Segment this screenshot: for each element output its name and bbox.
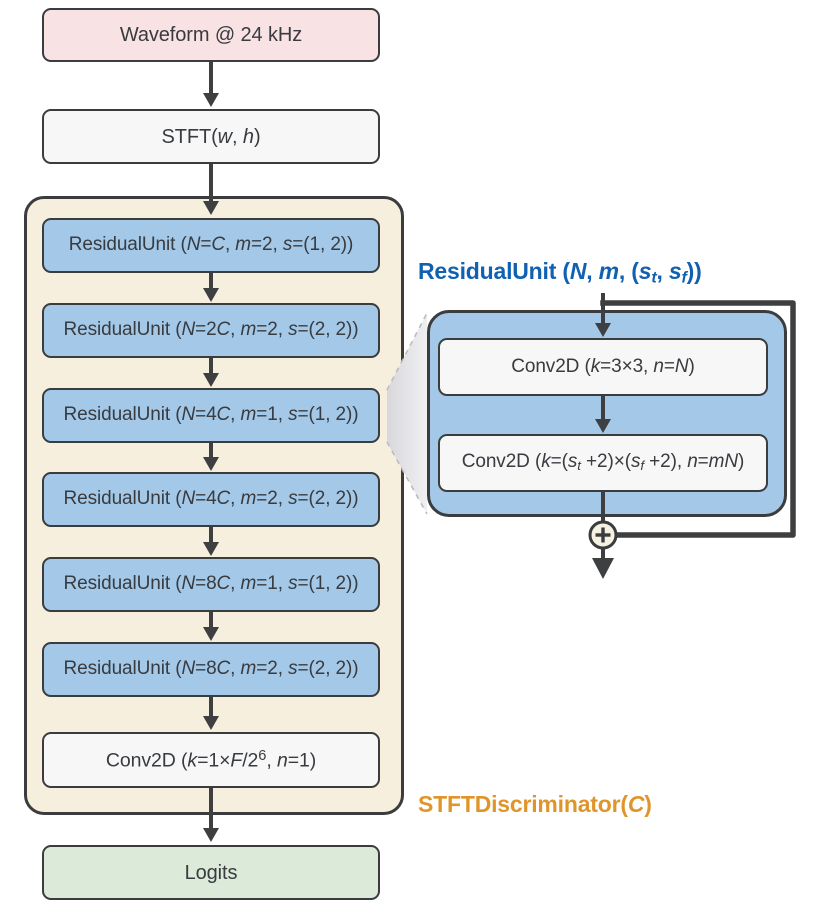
detail-conv2d-label-1: Conv2D (k=3×3, n=N) bbox=[511, 355, 695, 377]
conv2d-output-label: Conv2D ($k=1\times F/2^6$, n=1) bbox=[105, 747, 317, 772]
residual-unit-label-6: ResidualUnit (N=8C, m=2, s=(2, 2)) bbox=[63, 658, 359, 680]
residual-unit-label-4: ResidualUnit (N=4C, m=2, s=(2, 2)) bbox=[63, 488, 359, 510]
conv2d-output-box bbox=[42, 732, 380, 788]
residual-unit-label-1: ResidualUnit (N=C, m=2, s=(1, 2)) bbox=[68, 234, 354, 256]
waveform-box bbox=[42, 8, 380, 62]
residual-unit-label-2: ResidualUnit (N=2C, m=2, s=(2, 2)) bbox=[63, 319, 359, 341]
residual-unit-box-6 bbox=[42, 642, 380, 697]
detail-conv2d-label-2: Conv2D (k=(st +2)×(sf +2), n=mN) bbox=[461, 451, 745, 474]
logits-box bbox=[42, 845, 380, 900]
detail-conv2d-box-2 bbox=[438, 434, 768, 492]
detail-output-arrowhead bbox=[592, 558, 614, 579]
detail-conv2d-box-1 bbox=[438, 338, 768, 396]
residual-unit-box-2 bbox=[42, 303, 380, 358]
stft-discriminator-label bbox=[418, 791, 652, 818]
stft-discriminator-label-text: STFTDiscriminator(C) bbox=[418, 791, 652, 817]
residual-unit-detail-heading-text: ResidualUnit (N, m, (st, sf)) bbox=[418, 258, 702, 287]
residual-unit-label-5: ResidualUnit (N=8C, m=1, s=(1, 2)) bbox=[63, 573, 359, 595]
residual-unit-label-3: ResidualUnit (N=4C, m=1, s=(1, 2)) bbox=[63, 404, 359, 426]
stft-box bbox=[42, 109, 380, 164]
sum-node-circle bbox=[590, 522, 616, 548]
logits-label: Logits bbox=[184, 861, 238, 884]
sum-node bbox=[590, 522, 616, 548]
residual-unit-box-4 bbox=[42, 472, 380, 527]
waveform-label: Waveform @ 24 kHz bbox=[119, 24, 303, 46]
residual-unit-detail-heading bbox=[418, 258, 702, 288]
flow-arrowhead bbox=[203, 828, 219, 842]
stft-label: STFT(w, h) bbox=[161, 125, 261, 148]
residual-unit-box-3 bbox=[42, 388, 380, 443]
residual-unit-box-5 bbox=[42, 557, 380, 612]
residual-unit-box-1 bbox=[42, 218, 380, 273]
flow-arrowhead bbox=[203, 93, 219, 107]
